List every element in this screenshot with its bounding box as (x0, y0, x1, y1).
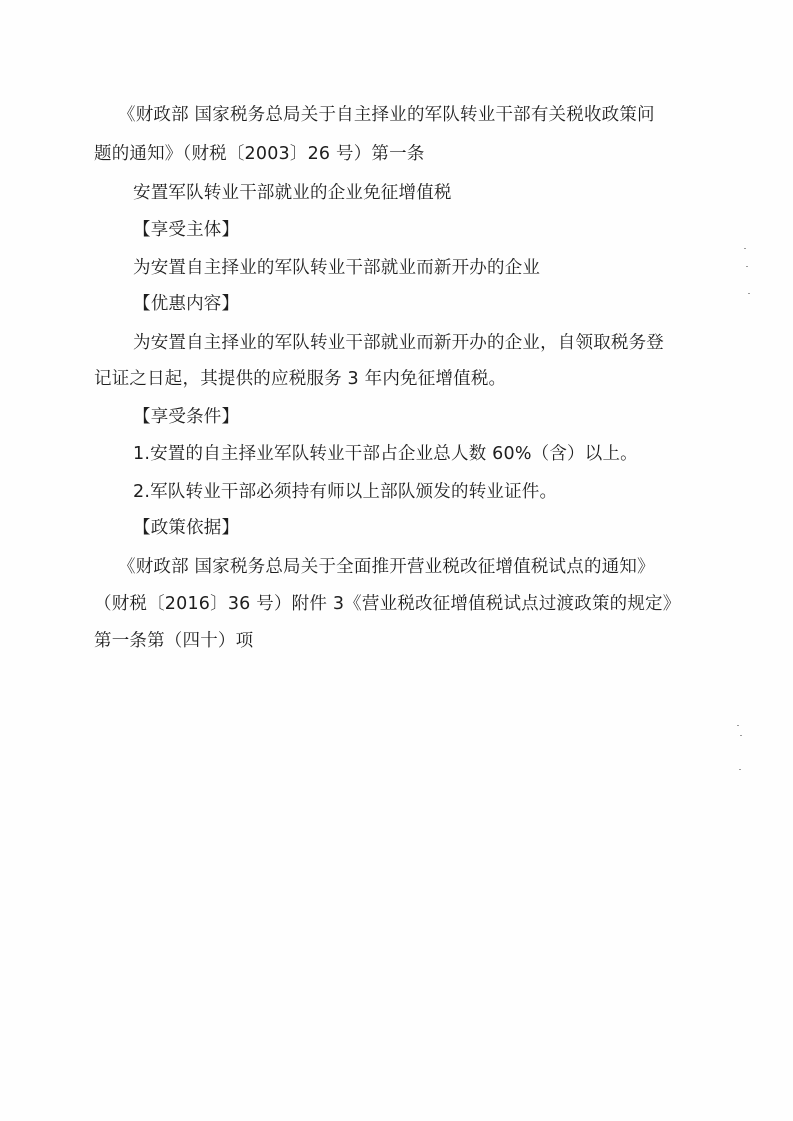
condition-item-2: 2.军队转业干部必须持有师以上部队颁发的转业证件。 (133, 482, 558, 502)
scan-speck (737, 725, 739, 726)
citation-title-line-1: 《财政部 国家税务总局关于自主择业的军队转业干部有关税收政策问 (118, 105, 655, 125)
policy-heading: 安置军队转业干部就业的企业免征增值税 (133, 183, 452, 203)
scan-speck (748, 293, 750, 294)
scan-speck (739, 769, 741, 770)
scan-speck (740, 735, 742, 736)
beneficiary-text: 为安置自主择业的军队转业干部就业而新开办的企业 (133, 258, 541, 278)
benefit-text-line-1: 为安置自主择业的军队转业干部就业而新开办的企业，自领取税务登 (133, 333, 664, 353)
benefit-text-line-2: 记证之日起，其提供的应税服务 3 年内免征增值税。 (94, 369, 507, 389)
policy-basis-line-2: （财税〔2016〕36 号）附件 3《营业税改征增值税试点过渡政策的规定》 (94, 594, 681, 614)
citation-title-line-2: 题的通知》（财税〔2003〕26 号）第一条 (94, 144, 425, 164)
section-heading-conditions: 【享受条件】 (133, 407, 240, 427)
section-heading-policy-basis: 【政策依据】 (133, 518, 240, 538)
policy-basis-line-3: 第一条第（四十）项 (94, 631, 254, 651)
scan-speck (746, 266, 748, 267)
scan-speck (744, 248, 746, 249)
section-heading-benefit: 【优惠内容】 (133, 294, 240, 314)
condition-item-1: 1.安置的自主择业军队转业干部占企业总人数 60%（含）以上。 (133, 444, 638, 464)
policy-basis-line-1: 《财政部 国家税务总局关于全面推开营业税改征增值税试点的通知》 (118, 557, 655, 577)
section-heading-beneficiary: 【享受主体】 (133, 220, 240, 240)
